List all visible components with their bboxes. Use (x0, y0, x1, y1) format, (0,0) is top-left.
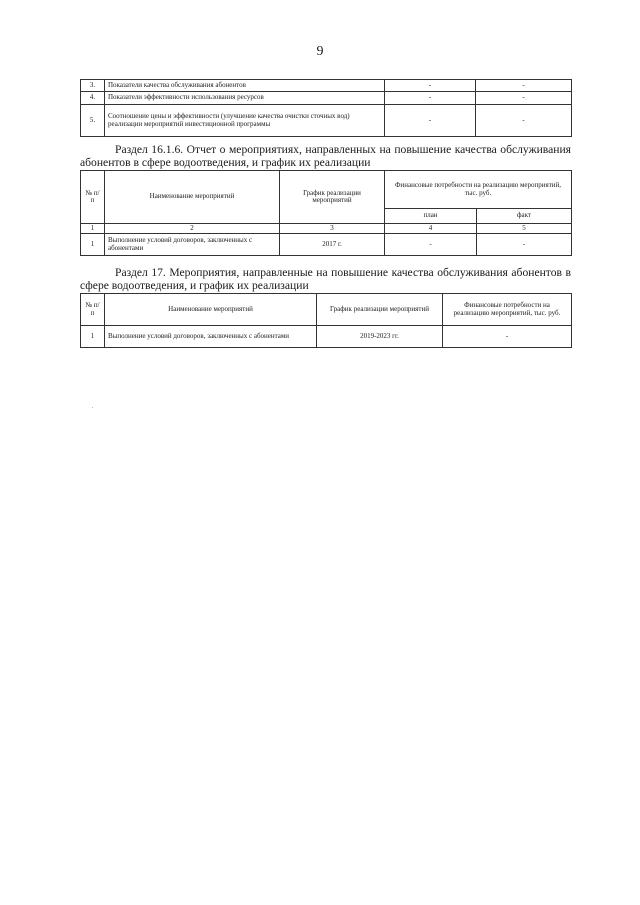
table-row (81, 234, 572, 256)
indicator-value: - (385, 80, 476, 92)
measure-schedule: 2019-2023 гг. (317, 326, 443, 348)
table-row (81, 326, 572, 348)
indicator-name: Показатели качества обслуживания абонентов (105, 80, 385, 92)
col-header-number: № п/п (81, 171, 105, 224)
col-header-schedule: График реализации мероприятий (280, 171, 385, 224)
section-17-heading: Раздел 17. Мероприятия, направленные на повышение качества обслуживания абонентов в сфере водоотведения, и график их реализации (80, 266, 571, 292)
col-header-name: Наименование мероприятий (105, 171, 280, 224)
indicator-name: Соотношение цены и эффективности (улучшение качества очистки сточных вод) реализации мероприятий инвестиционной программы (105, 105, 385, 137)
index-cell: 3 (280, 224, 385, 234)
page-number: 9 (316, 44, 324, 59)
measure-fact: - (477, 234, 572, 256)
col-header-fact: факт (477, 209, 572, 224)
index-cell: 1 (81, 224, 105, 234)
row-number: 4. (81, 92, 105, 105)
section-16-table (80, 170, 572, 256)
table-row (81, 80, 572, 92)
indicator-name: Показатели эффективности использования ресурсов (105, 92, 385, 105)
indicators-table (80, 79, 572, 137)
row-number: 3. (81, 80, 105, 92)
table-header-row (81, 171, 572, 209)
col-header-schedule: График реализации мероприятий (317, 294, 443, 326)
indicator-value: - (385, 105, 476, 137)
measure-name: Выполнение условий договоров, заключенных с абонентами (105, 326, 317, 348)
table-header-row (81, 294, 572, 326)
index-cell: 5 (477, 224, 572, 234)
table-index-row (81, 224, 572, 234)
row-number: 1 (81, 234, 105, 256)
indicator-value: - (476, 105, 572, 137)
measure-schedule: 2017 г. (280, 234, 385, 256)
table-row (81, 92, 572, 105)
col-header-name: Наименование мероприятий (105, 294, 317, 326)
col-header-number: № п/п (81, 294, 105, 326)
section-16-heading: Раздел 16.1.6. Отчет о мероприятиях, направленных на повышение качества обслуживания абонентов в сфере водоотведения, и график их реализации (80, 143, 571, 169)
indicator-value: - (476, 80, 572, 92)
indicator-value: - (385, 92, 476, 105)
section-17-table (80, 293, 572, 348)
scan-speck (92, 407, 93, 408)
index-cell: 2 (105, 224, 280, 234)
measure-plan: - (385, 234, 477, 256)
table-row (81, 105, 572, 137)
index-cell: 4 (385, 224, 477, 234)
indicator-value: - (476, 92, 572, 105)
measure-finance: - (443, 326, 572, 348)
row-number: 5. (81, 105, 105, 137)
measure-name: Выполнение условий договоров, заключенных с абонентами (105, 234, 280, 256)
col-header-finance: Финансовые потребности на реализацию мероприятий, тыс. руб. (443, 294, 572, 326)
row-number: 1 (81, 326, 105, 348)
col-header-plan: план (385, 209, 477, 224)
col-header-finance: Финансовые потребности на реализацию мероприятий, тыс. руб. (385, 171, 572, 209)
